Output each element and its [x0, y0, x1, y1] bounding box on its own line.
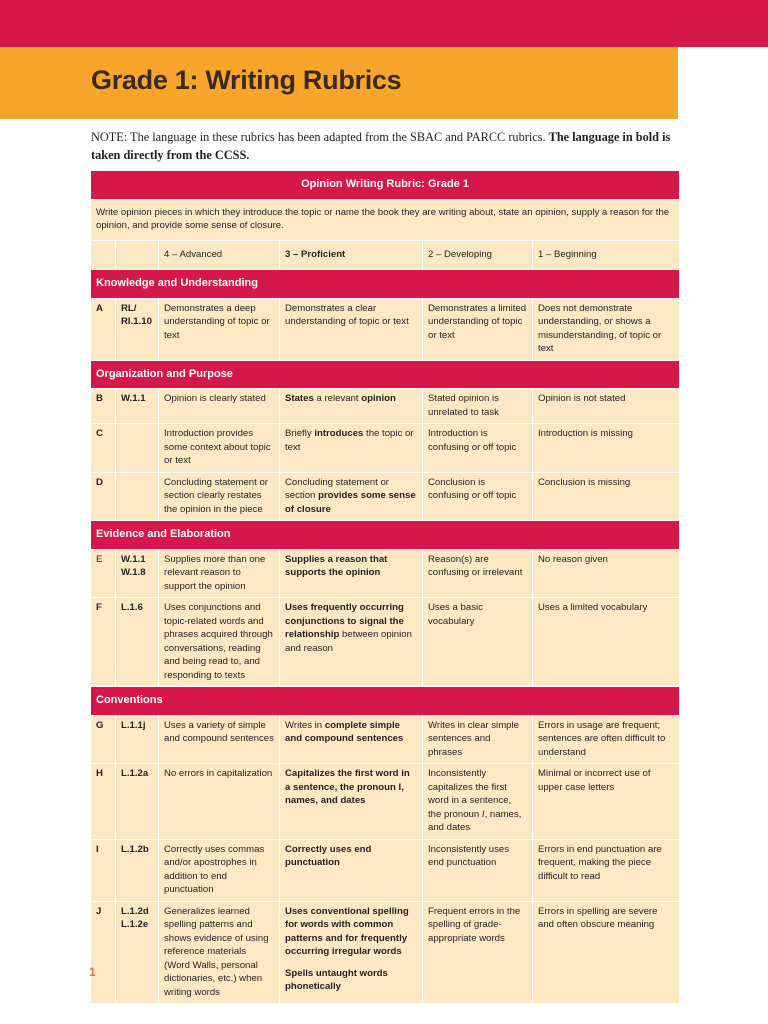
proficient-bold: provides some sense of closure	[285, 490, 416, 515]
levels-header-row	[91, 240, 680, 270]
proficient-text: Briefly	[285, 428, 315, 439]
beginning-cell: Conclusion is missing	[533, 472, 680, 521]
beginning-cell: No reason given	[533, 549, 680, 598]
developing-cell: Writes in clear simple sentences and phrases	[423, 715, 533, 764]
beginning-cell: Opinion is not stated	[533, 389, 680, 424]
standard-line: L.1.2e	[121, 919, 149, 930]
section-organization: Organization and Purpose	[91, 360, 680, 389]
advanced-cell: Supplies more than one relevant reason to support the opinion	[159, 549, 280, 598]
title-banner	[0, 47, 678, 119]
row-id: C	[91, 424, 116, 473]
developing-cell: Frequent errors in the spelling of grade-appropriate words	[423, 901, 533, 1004]
developing-italic: I	[481, 808, 485, 820]
proficient-cell: Correctly uses end punctuation	[280, 839, 423, 901]
standard-code	[116, 901, 159, 1004]
rubric-description-row	[91, 199, 680, 240]
standard-code: L.1.1j	[116, 715, 159, 764]
standard-code: L.1.2b	[116, 839, 159, 901]
table-row	[91, 715, 680, 764]
note-regular-text: NOTE: The language in these rubrics has been adapted from the SBAC and PARCC rubrics.	[91, 130, 549, 144]
developing-text: Inconsistently capitalizes the first word in a sentence, the pronoun	[428, 768, 512, 820]
level-developing: 2 – Developing	[423, 240, 533, 270]
beginning-cell: Errors in end punctuation are frequent, making the piece difficult to read	[533, 839, 680, 901]
proficient-bold: Uses conventional spelling for words with common patterns and for frequently occurring irregular words	[285, 905, 409, 957]
standard-line: L.1.2d	[121, 905, 149, 917]
proficient-text: Concluding statement or section	[285, 476, 389, 501]
paragraph-gap	[285, 959, 417, 967]
developing-cell: Conclusion is confusing or off topic	[423, 472, 533, 521]
level-proficient: 3 – Proficient	[280, 240, 423, 270]
advanced-cell: Uses a variety of simple and compound sentences	[159, 715, 280, 764]
beginning-cell: Minimal or incorrect use of upper case letters	[533, 764, 680, 840]
proficient-bold: complete simple and compound sentences	[285, 719, 404, 744]
level-beginning: 1 – Beginning	[533, 240, 680, 270]
table-row	[91, 298, 680, 360]
advanced-cell: No errors in capitalization	[159, 764, 280, 840]
beginning-cell: Introduction is missing	[533, 424, 680, 473]
proficient-cell	[280, 389, 423, 424]
table-row	[91, 839, 680, 901]
standard-code: W.1.1	[116, 389, 159, 424]
proficient-cell	[280, 715, 423, 764]
proficient-bold: Uses frequently occurring conjunctions to signal the relationship	[285, 602, 404, 640]
table-row	[91, 549, 680, 598]
section-row	[91, 360, 680, 389]
page-title: Grade 1: Writing Rubrics	[91, 65, 402, 95]
advanced-cell: Introduction provides some context about topic or text	[159, 424, 280, 473]
row-id: D	[91, 472, 116, 521]
table-row	[91, 764, 680, 840]
row-id: B	[91, 389, 116, 424]
proficient-bold: introduces	[314, 428, 364, 439]
proficient-cell	[280, 472, 423, 521]
table-row	[91, 389, 680, 424]
standard-code: L.1.2a	[116, 764, 159, 840]
developing-text: , names, and dates	[428, 808, 522, 833]
proficient-cell: Capitalizes the first word in a sentence, the pronoun I, names, and dates	[280, 764, 423, 840]
row-id: F	[91, 598, 116, 687]
standard-code	[116, 549, 159, 598]
proficient-cell	[280, 598, 423, 687]
proficient-text: Writes in	[285, 719, 325, 731]
standard-line: W.1.1	[121, 553, 146, 565]
standard-code	[116, 298, 159, 360]
rubric-title-row	[91, 171, 680, 200]
advanced-cell: Correctly uses commas and/or apostrophes in addition to end punctuation	[159, 839, 280, 901]
proficient-cell: Supplies a reason that supports the opinion	[280, 549, 423, 598]
advanced-cell: Opinion is clearly stated	[159, 389, 280, 424]
proficient-text: a relevant	[313, 393, 362, 404]
proficient-cell	[280, 424, 423, 473]
table-row	[91, 901, 680, 1004]
beginning-cell: Does not demonstrate understanding, or shows a misunderstanding, of topic or text	[533, 298, 680, 360]
proficient-bold: States	[285, 393, 314, 404]
rubric-title: Opinion Writing Rubric: Grade 1	[91, 171, 680, 200]
beginning-cell: Errors in usage are frequent; sentences are often difficult to understand	[533, 715, 680, 764]
table-row	[91, 424, 680, 473]
section-row	[91, 521, 680, 550]
standard-code	[116, 472, 159, 521]
level-advanced: 4 – Advanced	[159, 240, 280, 270]
proficient-text: the topic or text	[285, 428, 414, 453]
proficient-cell	[280, 901, 423, 1004]
top-color-band	[0, 0, 768, 47]
section-evidence: Evidence and Elaboration	[91, 521, 680, 550]
page-number: 1	[89, 965, 96, 979]
rubric-note	[91, 128, 691, 164]
developing-cell: Inconsistently uses end punctuation	[423, 839, 533, 901]
levels-blank-cell	[116, 240, 159, 270]
row-id: G	[91, 715, 116, 764]
proficient-bold: opinion	[361, 393, 396, 404]
section-row	[91, 270, 680, 299]
row-id: J	[91, 901, 116, 1004]
developing-cell: Uses a basic vocabulary	[423, 598, 533, 687]
standard-code	[116, 424, 159, 473]
advanced-cell: Uses conjunctions and topic-related words and phrases acquired through conversations, reading and being read to, and responding to texts	[159, 598, 280, 687]
beginning-cell: Errors in spelling are severe and often obscure meaning	[533, 901, 680, 1004]
section-conventions: Conventions	[91, 687, 680, 716]
row-id: H	[91, 764, 116, 840]
advanced-cell: Generalizes learned spelling patterns and shows evidence of using reference materials (Word Walls, personal dictionaries, etc.) when writing words	[159, 901, 280, 1004]
standard-line: W.1.8	[121, 567, 146, 578]
table-row	[91, 472, 680, 521]
beginning-cell: Uses a limited vocabulary	[533, 598, 680, 687]
row-id: I	[91, 839, 116, 901]
standard-line: RL/	[121, 302, 137, 314]
note-bold-text: The language in bold is taken directly from the CCSS.	[91, 130, 671, 162]
developing-cell: Demonstrates a limited understanding of topic or text	[423, 298, 533, 360]
proficient-text: between opinion and reason	[285, 629, 412, 654]
row-id: E	[91, 549, 116, 598]
opinion-writing-rubric-table	[90, 170, 680, 1004]
developing-cell: Reason(s) are confusing or irrelevant	[423, 549, 533, 598]
standard-code: L.1.6	[116, 598, 159, 687]
proficient-cell: Demonstrates a clear understanding of topic or text	[280, 298, 423, 360]
proficient-bold: Spells untaught words phonetically	[285, 967, 388, 992]
rubric-description: Write opinion pieces in which they introduce the topic or name the book they are writing about, state an opinion, supply a reason for the opinion, and provide some sense of closure.	[91, 199, 680, 240]
section-knowledge: Knowledge and Understanding	[91, 270, 680, 299]
table-row	[91, 598, 680, 687]
section-row	[91, 687, 680, 716]
row-id: A	[91, 298, 116, 360]
standard-line: RI.1.10	[121, 316, 152, 327]
advanced-cell: Concluding statement or section clearly restates the opinion in the piece	[159, 472, 280, 521]
developing-cell: Stated opinion is unrelated to task	[423, 389, 533, 424]
developing-cell: Introduction is confusing or off topic	[423, 424, 533, 473]
levels-blank-cell	[91, 240, 116, 270]
advanced-cell: Demonstrates a deep understanding of topic or text	[159, 298, 280, 360]
developing-cell	[423, 764, 533, 840]
